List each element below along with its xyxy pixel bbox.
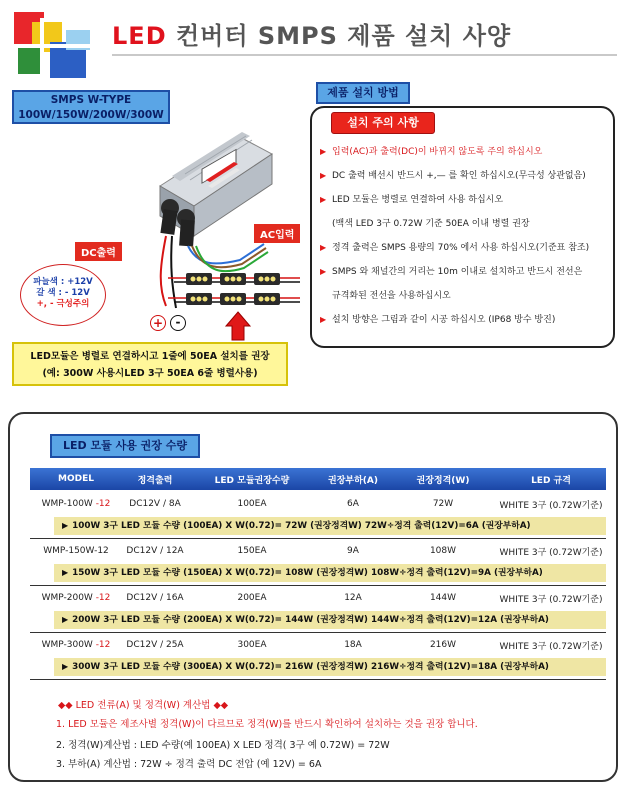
brand-logo [10,8,102,80]
triangle-bullet-icon: ▶ [62,568,69,577]
caution-item: 규격화된 전선을 사용하십시오 [332,291,451,301]
cell-qty: 200EA [237,593,267,603]
col-spec: LED 규격 [531,475,571,486]
install-method-heading: 제품 설치 방법 [316,82,410,104]
model-badge [12,90,170,124]
up-arrow-icon [226,312,250,340]
cell-load: 12A [344,593,362,603]
caution-item: ▶ 입력(AC)과 출력(DC)이 바뀌지 않도록 주의 하십시오 [320,147,543,157]
cell-qty: 100EA [237,499,267,509]
cell-watt: 216W [429,640,457,650]
led-strip-row-2 [168,293,300,305]
polarity-warning: +, - 극성주의 [36,299,90,309]
polarity-note [20,264,106,326]
ac-input-wire-green [196,246,268,271]
dc-output-wire-red [161,236,166,306]
table-header [30,468,606,490]
caution-item: ▶ 정격 출력은 SMPS 용량의 70% 에서 사용 하십시오(기준표 참조) [320,243,590,253]
triangle-bullet-icon: ▶ [320,243,327,252]
cell-output: DC12V / 8A [129,499,181,509]
title-smps: SMPS [257,22,338,50]
cell-load: 18A [344,640,362,650]
cell-watt: 72W [432,499,454,509]
table-row [30,493,606,515]
polarity-minus: 갈 색 : - 12V [36,288,90,298]
smps-unit-image [160,132,272,236]
caution-list [320,146,612,338]
row-divider [30,585,606,586]
minus-terminal-icon: - [170,315,186,331]
dc-output-wire-black [171,236,176,308]
calc-row: ▶ 150W 3구 LED 모듈 수량 (150EA) X W(0.72)= 108W (권장정격W) 108W÷정격 출력(12V)=9A (권장부하A) [54,564,606,582]
recommend-heading: LED 모듈 사용 권장 수량 [50,434,200,458]
dc-output-label: DC출력 [75,242,122,261]
caution-item: ▶ 설치 방향은 그림과 같이 시공 하십시오 (IP68 방수 방진) [320,315,556,325]
table-row [30,540,606,562]
ac-input-label: AC입력 [254,224,300,243]
formula-item-3: 3. 부하(A) 계산법 : 72W ÷ 정격 출력 DC 전압 (예 12V) = 6A [56,759,322,770]
led-note-line-1: LED모듈은 병렬로 연결하시고 1줄에 50EA 설치를 권장 [30,351,270,362]
page-title [112,16,511,51]
model-type: SMPS W-TYPE [50,94,132,106]
table-row [30,634,606,656]
title-divider [112,54,617,56]
triangle-bullet-icon: ▶ [62,662,69,671]
cell-spec: WHITE 3구 (0.72W기준) [499,641,603,652]
col-model: MODEL [58,474,94,484]
col-load: 권장부하(A) [328,475,378,486]
led-parallel-note [12,342,288,386]
cell-model: WMP-100W -12 [41,499,111,509]
cell-watt: 108W [429,546,457,556]
row-divider [30,679,606,680]
col-qty: LED 모듈권장수량 [214,475,290,486]
cell-output: DC12V / 12A [126,546,184,556]
cell-load: 9A [347,546,359,556]
cell-qty: 150EA [237,546,267,556]
triangle-bullet-icon: ▶ [320,147,327,156]
cell-watt: 144W [429,593,457,603]
cell-spec: WHITE 3구 (0.72W기준) [499,500,603,511]
table-row [30,587,606,609]
triangle-bullet-icon: ▶ [320,315,327,324]
cell-model: WMP-200W -12 [41,593,111,603]
caution-item: (백색 LED 3구 0.72W 기준 50EA 이내 병렬 권장 [332,219,530,229]
led-note-line-2: (예: 300W 사용시LED 3구 50EA 6줄 병렬사용) [42,368,258,379]
col-output: 정격출력 [137,475,173,486]
caution-item: ▶ DC 출력 배선시 반드시 +,— 를 확인 하십시오(무극성 상관없음) [320,171,586,181]
title-converter: 컨버터 [166,22,258,50]
triangle-bullet-icon: ▶ [320,267,327,276]
triangle-bullet-icon: ▶ [320,171,327,180]
calc-row: ▶ 300W 3구 LED 모듈 수량 (300EA) X W(0.72)= 216W (권장정격W) 216W÷정격 출력(12V)=18A (권장부하A) [54,658,606,676]
cell-model: WMP-150W-12 [43,546,109,556]
caution-item: ▶ SMPS 와 채널간의 거리는 10m 이내로 설치하고 반드시 전선은 [320,267,583,277]
caution-item: ▶ LED 모듈은 병렬로 연결하여 사용 하십시오 [320,195,504,205]
col-watt: 권장정격(W) [416,475,470,486]
model-wattages: 100W/150W/200W/300W [18,109,164,121]
calc-row: ▶ 100W 3구 LED 모듈 수량 (100EA) X W(0.72)= 72W (권장정격W) 72W÷정격 출력(12V)=6A (권장부하A) [54,517,606,535]
led-strip-row-1 [168,273,300,285]
cell-load: 6A [347,499,359,509]
cell-spec: WHITE 3구 (0.72W기준) [499,594,603,605]
title-led: LED [112,22,167,50]
cell-model: WMP-300W -12 [41,640,111,650]
cell-output: DC12V / 16A [126,593,184,603]
polarity-plus: 파늘색 : +12V [33,277,93,287]
triangle-bullet-icon: ▶ [62,521,69,530]
cell-qty: 300EA [237,640,267,650]
cell-output: DC12V / 25A [126,640,184,650]
caution-heading: 설치 주의 사항 [331,112,435,134]
formula-heading: ◆◆ LED 전류(A) 및 정격(W) 계산법 ◆◆ [58,700,229,711]
triangle-bullet-icon: ▶ [320,195,327,204]
calc-row: ▶ 200W 3구 LED 모듈 수량 (200EA) X W(0.72)= 144W (권장정격W) 144W÷정격 출력(12V)=12A (권장부하A) [54,611,606,629]
formula-item-2: 2. 정격(W)계산법 : LED 수량(예 100EA) X LED 정격( 3구 예 0.72W) = 72W [56,740,390,751]
triangle-bullet-icon: ▶ [62,615,69,624]
row-divider [30,538,606,539]
cell-spec: WHITE 3구 (0.72W기준) [499,547,603,558]
row-divider [30,632,606,633]
formula-item-1: 1. LED 모듈은 제조사별 정격(W)이 다르므로 정격(W)를 반드시 확인하여 설치하는 것을 권장 합니다. [56,719,478,730]
plus-terminal-icon: + [150,315,166,331]
title-suffix: 제품 설치 사양 [337,22,512,50]
